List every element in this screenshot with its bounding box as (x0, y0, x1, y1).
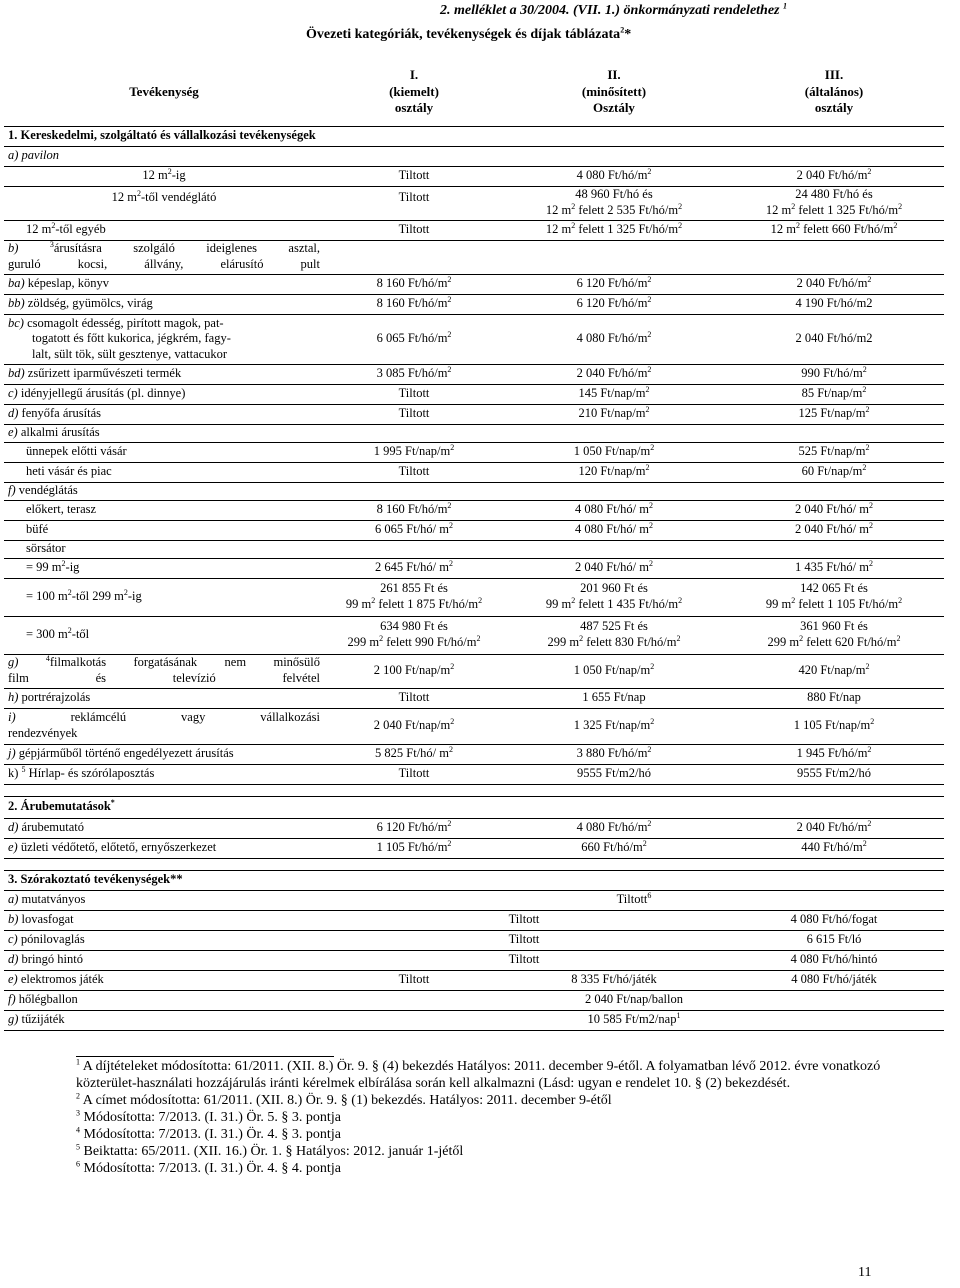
cell: 4 080 Ft/hó/játék (724, 970, 944, 990)
cell: 12 $m^2$ felett 660 $Ft/hó/m^2$ (724, 220, 944, 240)
row-label: c) pónilovaglás (4, 930, 324, 950)
cell: 145 $Ft/nap/m^2$ (504, 384, 724, 404)
table-row (4, 616, 944, 654)
row-label: f) vendéglátás (4, 482, 944, 500)
spacer (4, 784, 944, 796)
cell: Tiltott$^6$ (324, 890, 944, 910)
table-row (4, 186, 944, 220)
row-label: c) idényjellegű árusítás (pl. dinnye) (4, 384, 324, 404)
table-row (4, 930, 944, 950)
cell: 4 080 Ft/hó/hintó (724, 950, 944, 970)
table-row (4, 744, 944, 764)
cell: 2 040 Ft/hó/ $m^2$ (504, 558, 724, 578)
row-label: heti vásár és piac (4, 462, 324, 482)
cell: 60 $Ft/nap/m^2$ (724, 462, 944, 482)
row-label: büfé (4, 520, 324, 540)
table-row (4, 950, 944, 970)
cell: 4 080 $Ft/hó/m^2$ (504, 314, 724, 364)
cell: 2 040 $Ft/hó/m^2$ (504, 364, 724, 384)
cell: 210 $Ft/nap/m^2$ (504, 404, 724, 424)
table-row (4, 708, 944, 744)
cell: 6 615 Ft/ló (724, 930, 944, 950)
cell: 48 960 Ft/hó és 12 $m^2$ felett 2 535 $Ft/hó/m^2$ (504, 186, 724, 220)
cell: 4 080 $Ft/hó/m^2$ (504, 166, 724, 186)
cell: 125 $Ft/nap/m^2$ (724, 404, 944, 424)
cell: Tiltott (324, 404, 504, 424)
col-activity: Tevékenység (129, 83, 199, 99)
cell: 201 960 Ft és 99 $m^2$ felett 1 435 $Ft/hó/m^2$ (504, 578, 724, 616)
cell: 261 855 Ft és 99 $m^2$ felett 1 875 $Ft/hó/m^2$ (324, 578, 504, 616)
row-label: ünnepek előtti vásár (4, 442, 324, 462)
section-title: 2. Árubemutatások* (4, 796, 944, 818)
table-row (4, 990, 944, 1010)
table-row (4, 294, 944, 314)
column-header-row (4, 58, 944, 126)
cell: 12 $m^2$ felett 1 325 $Ft/hó/m^2$ (504, 220, 724, 240)
footnote-divider (76, 1056, 334, 1057)
cell: 990 $Ft/hó/m^2$ (724, 364, 944, 384)
table-row (4, 384, 944, 404)
row-label: a) mutatványos (4, 890, 324, 910)
footnotes (76, 1058, 896, 1178)
cell: 487 525 Ft és 299 $m^2$ felett 830 $Ft/hó/m^2$ (504, 616, 724, 654)
row-label: f) hőlégballon (4, 990, 324, 1010)
cell: Tiltott (324, 220, 504, 240)
footnote: $^3$ Módosította: 7/2013. (I. 31.) Ör. 5. § 3. pontja (76, 1108, 341, 1126)
table-row (4, 520, 944, 540)
cell: 1 050 $Ft/nap/m^2$ (504, 654, 724, 688)
table-row (4, 274, 944, 294)
cell: Tiltott (324, 910, 724, 930)
table-row (4, 166, 944, 186)
table-row (4, 540, 944, 558)
footnote: $^6$ Módosította: 7/2013. (I. 31.) Ör. 4. § 4. pontja (76, 1159, 341, 1177)
cell: 8 335 Ft/hó/játék (504, 970, 724, 990)
cell: 361 960 Ft és 299 $m^2$ felett 620 $Ft/hó/m^2$ (724, 616, 944, 654)
cell: 6 120 $Ft/hó/m^2$ (504, 294, 724, 314)
cell: 420 $Ft/nap/m^2$ (724, 654, 944, 688)
row-label: b) lovasfogat (4, 910, 324, 930)
cell: 2 040 Ft/nap/ballon (324, 990, 944, 1010)
row-label: előkert, terasz (4, 500, 324, 520)
cell: 525 $Ft/nap/m^2$ (724, 442, 944, 462)
cell: 24 480 Ft/hó és 12 $m^2$ felett 1 325 $Ft/hó/m^2$ (724, 186, 944, 220)
cell: 8 160 $Ft/hó/m^2$ (324, 274, 504, 294)
cell: 6 065 $Ft/hó/m^2$ (324, 314, 504, 364)
cell: Tiltott (324, 970, 504, 990)
section-3-title (4, 870, 944, 890)
cell: 1 050 $Ft/nap/m^2$ (504, 442, 724, 462)
cell: 3 880 $Ft/hó/m^2$ (504, 744, 724, 764)
row-label: = 100 $m^2$-től 299 $m^2-ig$ (4, 578, 324, 616)
cell: 1 325 $Ft/nap/m^2$ (504, 708, 724, 744)
row-label: e) alkalmi árusítás (4, 424, 944, 442)
cell: 660 $Ft/hó/m^2$ (504, 838, 724, 858)
cell: 2 040 Ft/hó/ $m^2$ (724, 500, 944, 520)
cell: 2 040 $Ft/hó/m^2$ (724, 166, 944, 186)
cell: Tiltott (324, 186, 504, 220)
table-row (4, 220, 944, 240)
section-1-title (4, 126, 944, 146)
cell: 8 160 $Ft/hó/m^2$ (324, 500, 504, 520)
cell (324, 240, 944, 274)
table-row (4, 1010, 944, 1030)
row-label: a) pavilon (4, 146, 944, 166)
cell: 4 080 Ft/hó/ $m^2$ (504, 500, 724, 520)
fee-table (4, 58, 944, 1031)
row-label: d) bringó hintó (4, 950, 324, 970)
row-label: sörsátor (4, 540, 944, 558)
row-label: = 99 $m^2-ig$ (4, 558, 324, 578)
footnote: $^2$ A címet módosította: 61/2011. (XII. 8.) Ör. 9. § (1) bekezdés. Hatályos: 2011. december 9-étől (76, 1091, 612, 1109)
cell: 9555 Ft/m2/hó (724, 764, 944, 784)
col-class-1: I. (kiemelt) osztály (389, 67, 439, 115)
row-label: ba) képeslap, könyv (4, 274, 324, 294)
row-label: 12 $m^2$-től egyéb (4, 220, 324, 240)
cell: Tiltott (324, 166, 504, 186)
cell: 2 040 Ft/hó/m2 (724, 314, 944, 364)
cell: 4 080 Ft/hó/ $m^2$ (504, 520, 724, 540)
table-row (4, 688, 944, 708)
table-row (4, 314, 944, 364)
row-label: g) tűzijáték (4, 1010, 324, 1030)
cell: 120 $Ft/nap/m^2$ (504, 462, 724, 482)
cell: 2 100 $Ft/nap/m^2$ (324, 654, 504, 688)
table-row (4, 890, 944, 910)
cell: 880 Ft/nap (724, 688, 944, 708)
cell: 8 160 $Ft/hó/m^2$ (324, 294, 504, 314)
row-label: e) elektromos játék (4, 970, 324, 990)
row-label: i) reklámcélú vagy vállalkozási rendezvények (4, 708, 324, 744)
section-title: 3. Szórakoztató tevékenységek** (4, 870, 944, 890)
cell: 6 120 $Ft/hó/m^2$ (504, 274, 724, 294)
document-title: Övezeti kategóriák, tevékenységek és díjak táblázata$^2$* (306, 25, 632, 42)
cell: 6 065 Ft/hó/ $m^2$ (324, 520, 504, 540)
row-label: 12 $m^2$-től vendéglátó (4, 186, 324, 220)
row-label: d) árubemutató (4, 818, 324, 838)
footnote: $^5$ Beiktatta: 65/2011. (XII. 16.) Ör. 1. § Hatályos: 2012. január 1-jétől (76, 1142, 464, 1160)
cell: 5 825 Ft/hó/ $m^2$ (324, 744, 504, 764)
table-row (4, 442, 944, 462)
table-row (4, 910, 944, 930)
cell: Tiltott (324, 384, 504, 404)
cell: 1 435 Ft/hó/ $m^2$ (724, 558, 944, 578)
table-row (4, 654, 944, 688)
cell: 142 065 Ft és 99 $m^2$ felett 1 105 $Ft/hó/m^2$ (724, 578, 944, 616)
table-row (4, 764, 944, 784)
footnote: $^4$ Módosította: 7/2013. (I. 31.) Ör. 4. § 3. pontja (76, 1125, 341, 1143)
cell: 2 040 Ft/hó/ $m^2$ (724, 520, 944, 540)
cell: 4 080 Ft/hó/fogat (724, 910, 944, 930)
section-title: 1. Kereskedelmi, szolgáltató és vállalkozási tevékenységek (4, 126, 944, 146)
cell: 1 105 $Ft/nap/m^2$ (724, 708, 944, 744)
table-row (4, 462, 944, 482)
cell: 4 080 $Ft/hó/m^2$ (504, 818, 724, 838)
cell: 2 040 $Ft/hó/m^2$ (724, 274, 944, 294)
cell: Tiltott (324, 764, 504, 784)
table-row (4, 500, 944, 520)
table-row (4, 240, 944, 274)
table-row (4, 818, 944, 838)
col-class-2: II. (minősített) Osztály (581, 67, 647, 115)
cell: 2 040 $Ft/hó/m^2$ (724, 818, 944, 838)
row-label: h) portrérajzolás (4, 688, 324, 708)
spacer (4, 858, 944, 870)
row-label: bd) zsűrizett iparművészeti termék (4, 364, 324, 384)
cell: 3 085 $Ft/hó/m^2$ (324, 364, 504, 384)
table-row (4, 970, 944, 990)
cell: Tiltott (324, 462, 504, 482)
row-label: bc) csomagolt édesség, pirított magok, pat- togatott és főtt kukorica, jégkrém, fagy- lalt, sült tök, sült gesztenye, vattacukor (4, 314, 324, 364)
row-label: = 300 $m^2$-től (4, 616, 324, 654)
cell: 1 105 $Ft/hó/m^2$ (324, 838, 504, 858)
col-class-3: III. (általános) osztály (804, 67, 864, 115)
cell: 9555 Ft/m2/hó (504, 764, 724, 784)
cell: 4 190 Ft/hó/m2 (724, 294, 944, 314)
cell: 10 585 Ft/m2/nap$^1$ (324, 1010, 944, 1030)
row-label: k) $^5$ Hírlap- és szórólaposztás (4, 764, 324, 784)
cell: 1 945 $Ft/hó/m^2$ (724, 744, 944, 764)
table-row (4, 558, 944, 578)
row-label: d) fenyőfa árusítás (4, 404, 324, 424)
table-row (4, 146, 944, 166)
row-label: e) üzleti védőtető, előtető, ernyőszerkezet (4, 838, 324, 858)
section-2-title (4, 796, 944, 818)
cell: Tiltott (324, 688, 504, 708)
cell: Tiltott (324, 930, 724, 950)
cell: 634 980 Ft és 299 $m^2$ felett 990 $Ft/hó/m^2$ (324, 616, 504, 654)
row-label: bb) zöldség, gyümölcs, virág (4, 294, 324, 314)
cell: 6 120 $Ft/hó/m^2$ (324, 818, 504, 838)
page-number: 11 (858, 1265, 872, 1280)
row-label: j) gépjárműből történő engedélyezett árusítás (4, 744, 324, 764)
table-row (4, 424, 944, 442)
row-label: b) $^3$árusításra szolgáló ideiglenes asztal, guruló kocsi, állvány, elárusító pult (4, 240, 324, 274)
cell: 85 $Ft/nap/m^2$ (724, 384, 944, 404)
table-row (4, 364, 944, 384)
row-label: g) $^4$filmalkotás forgatásának nem minősülő film és televízió felvétel (4, 654, 324, 688)
annex-reference: 2. melléklet a 30/2004. (VII. 1.) önkormányzati rendelethez $^1$ (440, 1, 787, 18)
cell: Tiltott (324, 950, 724, 970)
table-row (4, 404, 944, 424)
table-row (4, 838, 944, 858)
table-row (4, 482, 944, 500)
cell: 2 040 $Ft/nap/m^2$ (324, 708, 504, 744)
row-label: 12 $m^2-ig$ (4, 166, 324, 186)
cell: 1 655 Ft/nap (504, 688, 724, 708)
cell: 440 $Ft/hó/m^2$ (724, 838, 944, 858)
table-row (4, 578, 944, 616)
footnote: $^1$ A díjtételeket módosította: 61/2011. (XII. 8.) Ör. 9. § (4) bekezdés Hatályos: 2011. december 9-étől. A folyamatban lévő 2012. évre vonatkozó közterület-használati hozzájárulás iránti kérelmek elbírálása során kell alkalmazni (Lásd: ugyan e rendelet 10. § (2) bekezdését. (76, 1057, 881, 1092)
cell: 2 645 Ft/hó/ $m^2$ (324, 558, 504, 578)
cell: 1 995 $Ft/nap/m^2$ (324, 442, 504, 462)
